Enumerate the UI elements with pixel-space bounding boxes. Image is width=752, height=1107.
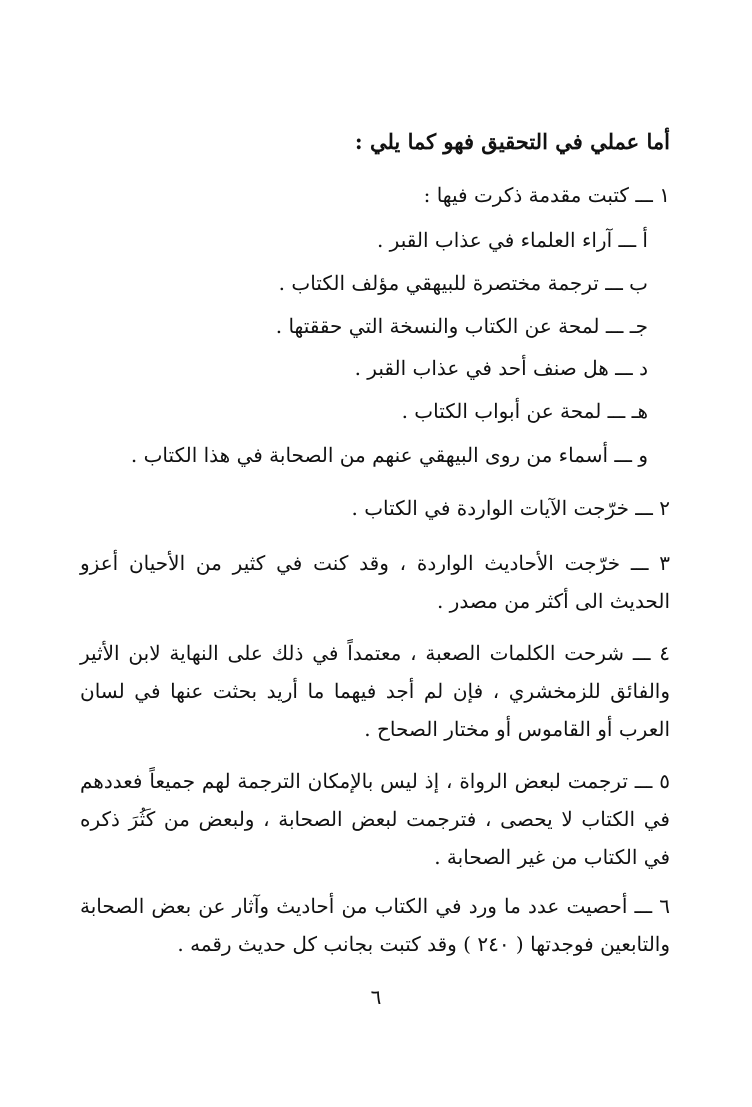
item-5: ٥ ـــ ترجمت لبعض الرواة ، إذ ليس بالإمكان الترجمة لهم جميعاً فعددهم في الكتاب لا يحصى ، فترجمت لبعض الصحابة ، ولبعض من كَثُرَ ذكره في الكتاب من غير الصحابة . xyxy=(80,769,670,869)
subitem-alif: أ ـــ آراء العلماء في عذاب القبر . xyxy=(376,228,648,252)
section-heading: أما عملي في التحقيق فهو كما يلي : xyxy=(354,129,670,154)
subitem-waw: و ـــ أسماء من روى البيهقي عنهم من الصحابة في هذا الكتاب . xyxy=(130,443,648,467)
item-2: ٢ ـــ خرّجت الآيات الواردة في الكتاب . xyxy=(351,496,670,520)
subitem-ba: ب ـــ ترجمة مختصرة للبيهقي مؤلف الكتاب . xyxy=(278,271,648,295)
subitem-ha: هـ ـــ لمحة عن أبواب الكتاب . xyxy=(401,399,648,423)
item-3: ٣ ـــ خرّجت الأحاديث الواردة ، وقد كنت في كثير من الأحيان أعزو الحديث الى أكثر من مصدر . xyxy=(80,551,670,613)
item-6: ٦ ـــ أحصيت عدد ما ورد في الكتاب من أحاديث وآثار عن بعض الصحابة والتابعين فوجدتها ( ٢٤٠ ) وقد كتبت بجانب كل حديث رقمه . xyxy=(80,894,670,956)
item-4: ٤ ـــ شرحت الكلمات الصعبة ، معتمداً في ذلك على النهاية لابن الأثير والفائق للزمخشري ، فإن لم أجد فيهما ما أريد بحثت عنها في لسان العرب أو القاموس أو مختار الصحاح . xyxy=(80,641,670,741)
item-1: ١ ـــ كتبت مقدمة ذكرت فيها : xyxy=(423,183,670,207)
subitem-jim: جـ ـــ لمحة عن الكتاب والنسخة التي حققتها . xyxy=(275,314,648,338)
subitem-dal: د ـــ هل صنف أحد في عذاب القبر . xyxy=(354,356,648,380)
page-number: ٦ xyxy=(370,985,382,1009)
